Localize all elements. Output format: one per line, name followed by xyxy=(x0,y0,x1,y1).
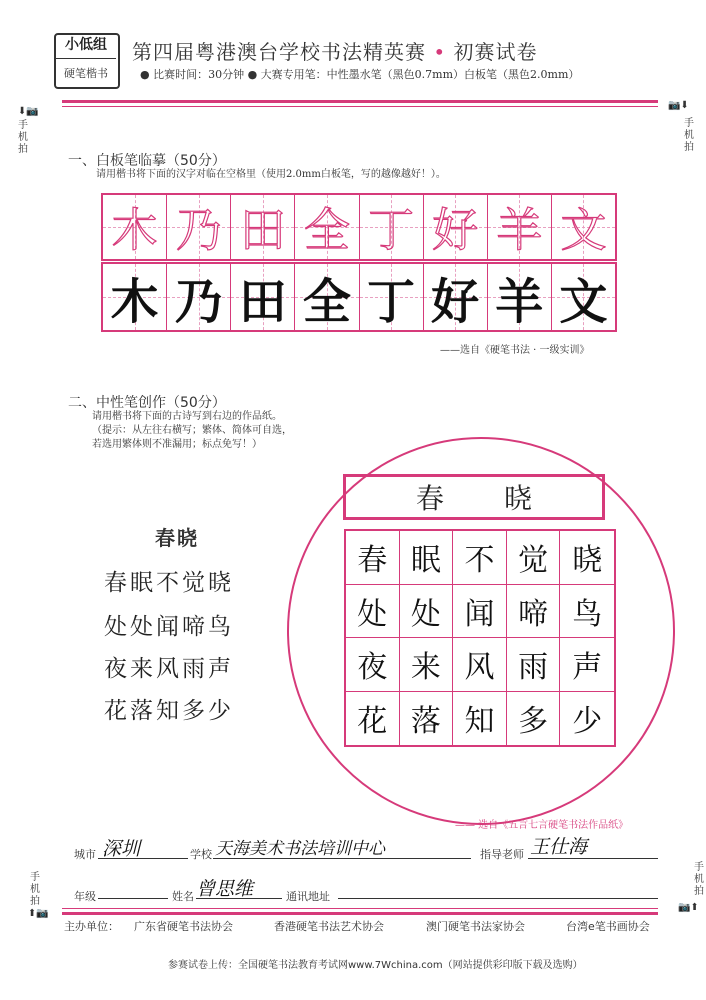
poem-line: 春眠不觉晓 xyxy=(104,570,234,596)
written-cell xyxy=(231,264,295,330)
work-cell: 知 xyxy=(453,692,507,746)
written-cell xyxy=(552,264,615,330)
written-char: 全 xyxy=(302,273,351,330)
grade-underline xyxy=(98,898,168,899)
side-label-top-right: 手 机 拍 xyxy=(684,118,694,153)
model-cell xyxy=(167,195,231,259)
model-char: 丁 xyxy=(368,203,415,257)
section1-instruction: 请用楷书将下面的汉字对临在空格里（使用2.0mm白板笔，写的越像越好！）。 xyxy=(96,169,446,180)
written-cell xyxy=(167,264,231,330)
upload-note: 参赛试卷上传：全国硬笔书法教育考试网www.7Wchina.com（网站提供彩印版下载及选购） xyxy=(168,960,583,971)
camera-icon: ⬆📷 xyxy=(28,908,49,919)
work-cell: 不 xyxy=(453,531,507,585)
written-char: 田 xyxy=(238,273,287,330)
footer-rule-thin xyxy=(62,908,658,909)
section1-source: ——选自《硬笔书法 · 一级实训》 xyxy=(440,345,590,356)
address-label: 通讯地址 xyxy=(286,890,330,903)
model-cell xyxy=(295,195,359,259)
school-underline xyxy=(213,858,471,859)
model-char-grid xyxy=(101,193,617,261)
written-cell xyxy=(488,264,552,330)
work-title-box xyxy=(343,474,605,520)
school-label: 学校 xyxy=(190,848,212,861)
exam-meta: ● 比赛时间：30分钟 ● 大赛专用笔：中性墨水笔（黑色0.7mm）白板笔（黑色2.0mm） xyxy=(140,68,580,81)
section2-heading: 二、中性笔创作（50分） xyxy=(68,395,226,411)
host-label: 主办单位： xyxy=(64,920,119,933)
teacher-underline xyxy=(528,858,658,859)
host-org: 香港硬笔书法艺术协会 xyxy=(274,920,384,933)
title-main: 第四届粤港澳台学校书法精英赛 xyxy=(132,40,426,64)
written-cell xyxy=(103,264,167,330)
footer-rule-thick xyxy=(62,912,658,915)
written-cell xyxy=(360,264,424,330)
teacher-value: 王仕海 xyxy=(530,836,588,858)
model-char: 文 xyxy=(560,203,607,257)
name-value: 曾思维 xyxy=(196,878,254,900)
side-label-bottom-left: 手 机 拍 xyxy=(30,872,40,907)
camera-icon: ⬇📷 xyxy=(18,106,39,117)
written-char: 木 xyxy=(110,273,159,330)
work-title-char: 春 xyxy=(415,482,444,515)
poem-title: 春晓 xyxy=(155,526,199,550)
work-cell: 声 xyxy=(560,638,614,692)
poem-line: 夜来风雨声 xyxy=(104,656,234,682)
section2-instruction-1: 请用楷书将下面的古诗写到右边的作品纸。 xyxy=(92,411,282,422)
host-org: 台湾e笔书画协会 xyxy=(566,920,650,933)
work-cell: 觉 xyxy=(507,531,561,585)
city-underline xyxy=(98,858,188,859)
model-char: 全 xyxy=(303,203,350,257)
side-label-top-left: 手 机 拍 xyxy=(18,120,28,155)
written-char: 丁 xyxy=(367,273,416,330)
work-cell: 处 xyxy=(346,585,400,639)
title-dot: • xyxy=(433,40,447,64)
camera-icon: 📷⬇ xyxy=(668,100,689,111)
work-cell: 晓 xyxy=(560,531,614,585)
group-subtitle: 硬笔楷书 xyxy=(64,67,108,80)
model-cell xyxy=(231,195,295,259)
work-cell: 花 xyxy=(346,692,400,746)
grade-label: 年级 xyxy=(74,890,96,903)
header-rule-thin xyxy=(62,106,658,107)
work-cell: 鸟 xyxy=(560,585,614,639)
city-value: 深圳 xyxy=(102,838,141,860)
model-cell xyxy=(103,195,167,259)
section2-instruction-2: （提示：从左往右横写；繁体、简体可自选， xyxy=(92,425,292,436)
city-label: 城市 xyxy=(74,848,96,861)
page-title xyxy=(132,36,538,65)
side-label-bottom-right: 手 机 拍 xyxy=(694,862,704,897)
work-cell: 雨 xyxy=(507,638,561,692)
work-cell: 啼 xyxy=(507,585,561,639)
host-org: 广东省硬笔书法协会 xyxy=(134,920,233,933)
model-cell xyxy=(488,195,552,259)
model-cell xyxy=(424,195,488,259)
work-grid xyxy=(344,529,616,747)
work-cell: 夜 xyxy=(346,638,400,692)
section1-heading: 一、白板笔临摹（50分） xyxy=(68,153,226,169)
model-char: 好 xyxy=(432,203,479,257)
badge-divider xyxy=(56,58,116,59)
work-cell: 风 xyxy=(453,638,507,692)
model-cell xyxy=(552,195,615,259)
model-char: 田 xyxy=(239,203,286,257)
address-underline xyxy=(338,898,658,899)
poem-line: 处处闻啼鸟 xyxy=(104,614,234,640)
host-org: 澳门硬笔书法家协会 xyxy=(426,920,525,933)
school-value: 天海美术书法培训中心 xyxy=(215,839,385,859)
written-char: 好 xyxy=(431,273,480,330)
group-name: 小低组 xyxy=(65,37,107,53)
work-cell: 来 xyxy=(400,638,454,692)
written-char: 乃 xyxy=(174,273,223,330)
work-title-char: 晓 xyxy=(503,482,532,515)
written-cell xyxy=(424,264,488,330)
work-cell: 处 xyxy=(400,585,454,639)
model-cell xyxy=(360,195,424,259)
header-rule-thick xyxy=(62,100,658,103)
model-char: 羊 xyxy=(496,203,543,257)
section2-source: —— 选自《五言七言硬笔书法作品纸》 xyxy=(455,820,629,831)
model-char: 乃 xyxy=(175,203,222,257)
poem-line: 花落知多少 xyxy=(104,698,234,724)
teacher-label: 指导老师 xyxy=(480,848,524,861)
name-underline xyxy=(196,898,282,899)
written-cell xyxy=(295,264,359,330)
written-char: 羊 xyxy=(495,273,544,330)
written-char-grid xyxy=(101,262,617,332)
model-char: 木 xyxy=(111,203,158,257)
section2-instruction-3: 若选用繁体则不准漏用；标点免写！） xyxy=(92,439,262,450)
written-char: 文 xyxy=(559,273,608,330)
work-cell: 闻 xyxy=(453,585,507,639)
work-cell: 少 xyxy=(572,704,603,740)
camera-icon: 📷⬆ xyxy=(678,902,699,913)
work-cell: 落 xyxy=(400,692,454,746)
name-label: 姓名 xyxy=(172,890,194,903)
work-cell: 眠 xyxy=(400,531,454,585)
work-cell: 多 xyxy=(507,692,561,746)
work-cell: 春 xyxy=(346,531,400,585)
title-tail: 初赛试卷 xyxy=(453,40,538,64)
